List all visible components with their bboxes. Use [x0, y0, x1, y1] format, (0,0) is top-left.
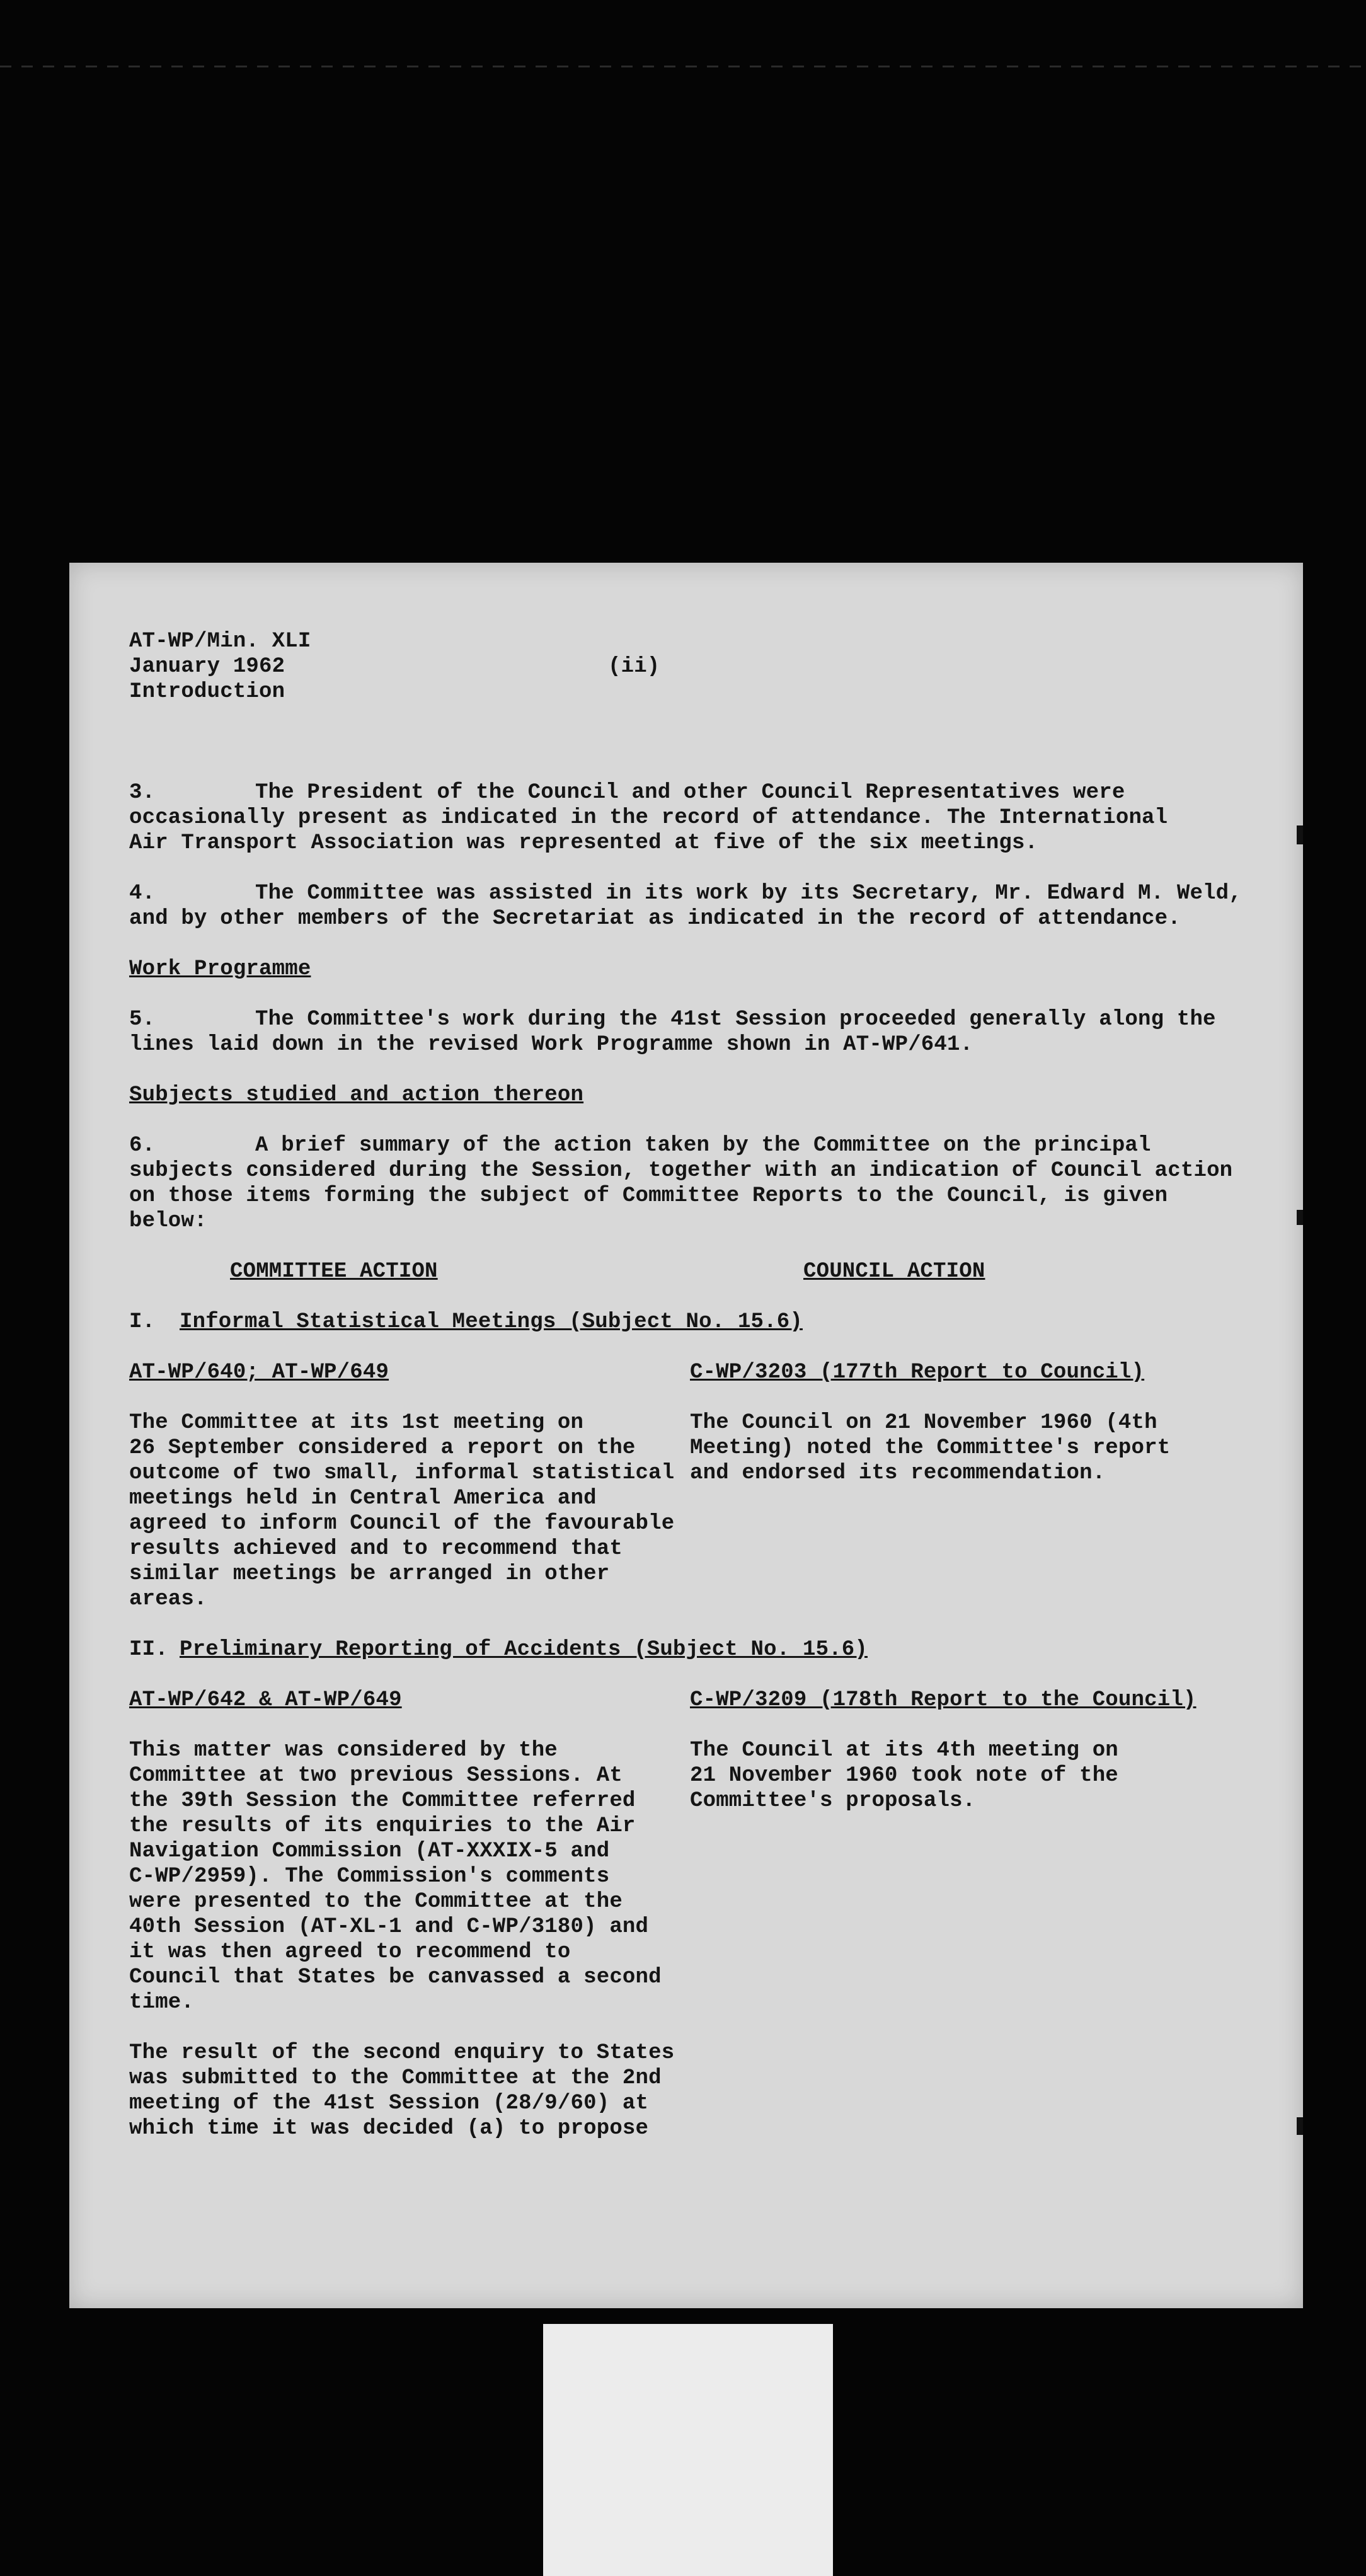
text-line: were presented to the Committee at the	[129, 1890, 623, 1914]
header-left	[129, 629, 608, 704]
text-line: agreed to inform Council of the favourable	[129, 1512, 675, 1536]
paragraph-line: below:	[129, 1209, 207, 1233]
item-number: II.	[129, 1638, 168, 1662]
document-reference: AT-WP/Min. XLI	[129, 630, 311, 653]
text-line: Committee at two previous Sessions. At	[129, 1764, 623, 1788]
paragraph-3	[129, 780, 1251, 856]
item-1-body	[129, 1410, 1251, 1612]
film-edge-marks	[0, 66, 1366, 67]
document-header	[129, 629, 1251, 704]
council-reference: C-WP/3203 (177th Report to Council)	[690, 1360, 1145, 1384]
item-1-references	[129, 1360, 1251, 1385]
document-section: Introduction	[129, 680, 285, 704]
page-edge-mark	[1297, 825, 1303, 844]
paragraph-number: 4.	[129, 882, 156, 906]
text-line: The result of the second enquiry to States	[129, 2041, 675, 2065]
item-2-title	[129, 1637, 1251, 1662]
text-line: results achieved and to recommend that	[129, 1537, 623, 1561]
item-1-title	[129, 1309, 1251, 1335]
committee-action-heading: COMMITTEE ACTION	[230, 1260, 438, 1284]
paragraph-lead: The President of the Council and other Council Representatives were	[255, 781, 1125, 805]
text-line: was submitted to the Committee at the 2nd	[129, 2066, 662, 2090]
paragraph-lead: The Committee's work during the 41st Session proceeded generally along the	[255, 1008, 1216, 1032]
paragraph-line: subjects considered during the Session, together with an indication of Council action	[129, 1159, 1233, 1183]
committee-reference: AT-WP/642 & AT-WP/649	[129, 1688, 402, 1712]
text-line: the 39th Session the Committee referred	[129, 1789, 636, 1813]
item-number: I.	[129, 1310, 156, 1334]
subjects-heading: Subjects studied and action thereon	[129, 1083, 584, 1107]
text-line: Council that States be canvassed a second	[129, 1965, 662, 1989]
text-line: areas.	[129, 1587, 207, 1611]
text-line: time.	[129, 1991, 195, 2015]
text-line: This matter was considered by the	[129, 1739, 558, 1762]
text-line: The Committee at its 1st meeting on	[129, 1411, 584, 1435]
text-line: the results of its enquiries to the Air	[129, 1814, 636, 1838]
film-leader-stub	[543, 2324, 833, 2576]
text-line: The Council on 21 November 1960 (4th	[690, 1411, 1157, 1435]
paragraph-6	[129, 1133, 1251, 1234]
page-edge-mark	[1297, 1210, 1303, 1225]
paragraph-lead: The Committee was assisted in its work by its Secretary, Mr. Edward M. Weld,	[255, 882, 1242, 906]
document-date: January 1962	[129, 655, 285, 679]
council-action-text	[690, 1738, 1232, 2141]
committee-action-text	[129, 1410, 690, 1612]
paragraph-line: occasionally present as indicated in the record of attendance. The International	[129, 806, 1168, 830]
item-2-references	[129, 1688, 1251, 1713]
page-edge-mark	[1297, 2117, 1303, 2135]
council-action-text	[690, 1410, 1232, 1612]
text-line: 21 November 1960 took note of the	[690, 1764, 1118, 1788]
paragraph-line: Air Transport Association was represented at five of the six meetings.	[129, 831, 1038, 855]
council-reference: C-WP/3209 (178th Report to the Council)	[690, 1688, 1197, 1712]
text-line: The Council at its 4th meeting on	[690, 1739, 1118, 1762]
item-2-body	[129, 1738, 1251, 2141]
text-line: 40th Session (AT-XL-1 and C-WP/3180) and	[129, 1915, 649, 1939]
page-number: (ii)	[608, 655, 660, 679]
document-page	[69, 563, 1303, 2308]
text-line: which time it was decided (a) to propose	[129, 2117, 649, 2141]
text-line: Navigation Commission (AT-XXXIX-5 and	[129, 1839, 610, 1863]
paragraph-lead: A brief summary of the action taken by the Committee on the principal	[255, 1134, 1151, 1158]
text-line: C-WP/2959). The Commission's comments	[129, 1865, 610, 1889]
paragraph-line: lines laid down in the revised Work Programme shown in AT-WP/641.	[129, 1033, 973, 1057]
text-line: and endorsed its recommendation.	[690, 1461, 1106, 1485]
paragraph-number: 3.	[129, 781, 156, 805]
paragraph-4	[129, 881, 1251, 931]
item-title-text: Informal Statistical Meetings (Subject No. 15.6)	[180, 1310, 803, 1334]
text-line: Committee's proposals.	[690, 1789, 976, 1813]
paragraph-line: on those items forming the subject of Committee Reports to the Council, is given	[129, 1184, 1168, 1208]
council-action-heading: COUNCIL ACTION	[803, 1260, 985, 1284]
text-line: meetings held in Central America and	[129, 1486, 597, 1510]
paragraph-5	[129, 1007, 1251, 1057]
committee-action-text	[129, 1738, 690, 2141]
text-line: meeting of the 41st Session (28/9/60) at	[129, 2091, 649, 2115]
committee-reference: AT-WP/640; AT-WP/649	[129, 1360, 389, 1384]
text-line: similar meetings be arranged in other	[129, 1562, 610, 1586]
paragraph-line: and by other members of the Secretariat as indicated in the record of attendance.	[129, 907, 1181, 931]
text-line: Meeting) noted the Committee's report	[690, 1436, 1171, 1460]
document-text	[129, 629, 1251, 2141]
text-line: outcome of two small, informal statistical	[129, 1461, 675, 1485]
text-line: 26 September considered a report on the	[129, 1436, 636, 1460]
paragraph-number: 6.	[129, 1134, 156, 1158]
paragraph-number: 5.	[129, 1008, 156, 1032]
column-headings	[129, 1259, 1251, 1284]
item-title-text: Preliminary Reporting of Accidents (Subject No. 15.6)	[180, 1638, 868, 1662]
text-line: it was then agreed to recommend to	[129, 1940, 571, 1964]
work-programme-heading: Work Programme	[129, 957, 311, 981]
